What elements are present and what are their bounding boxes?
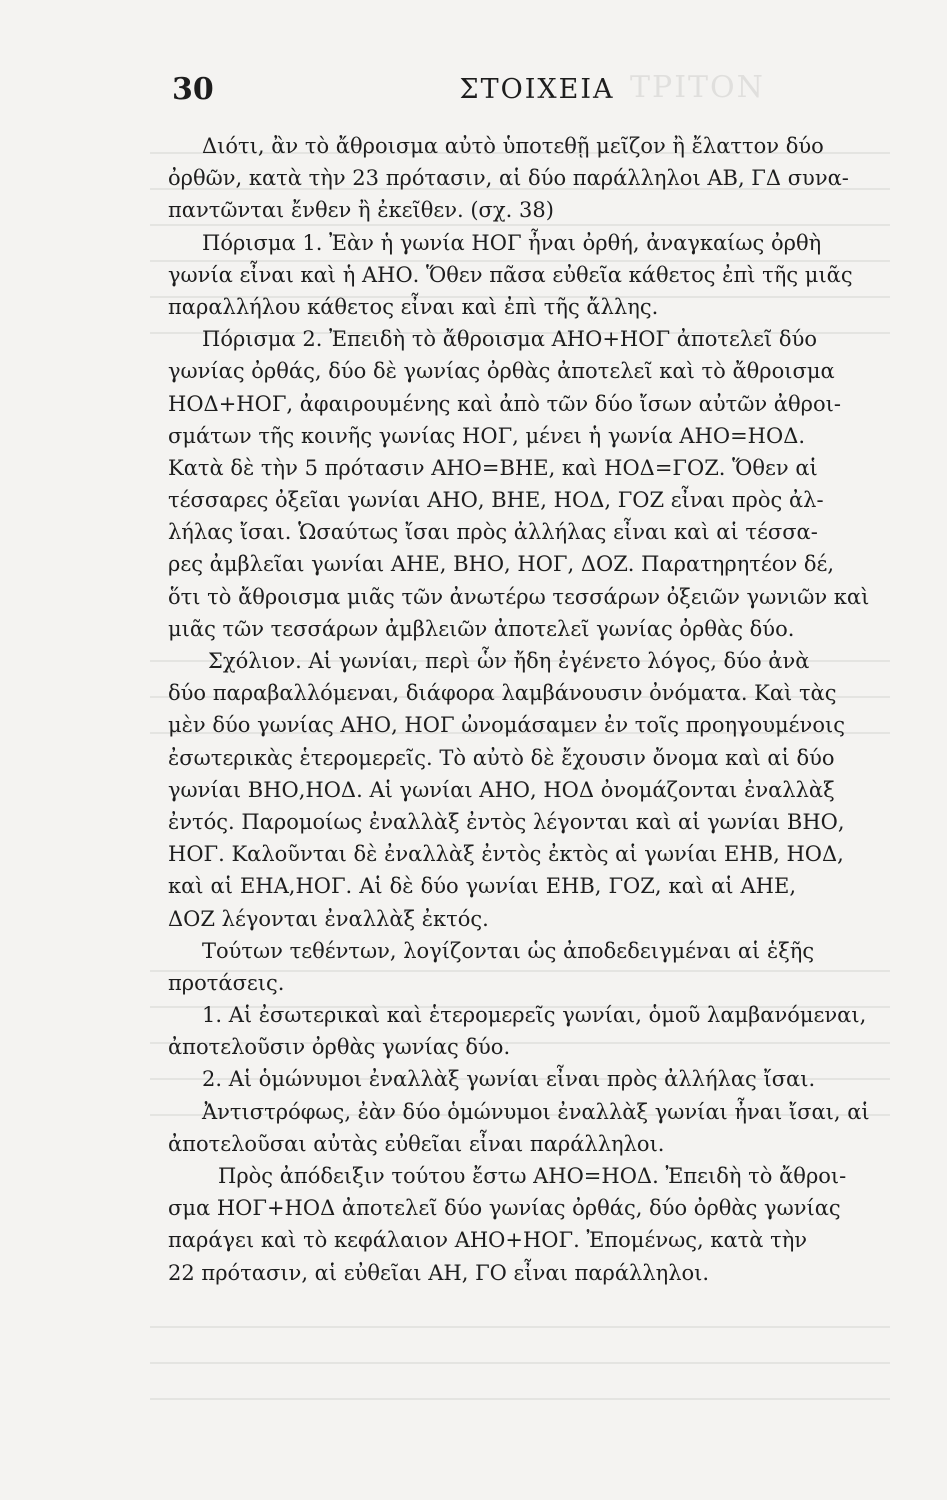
text-line: γωνίαι ΒΗΟ,ΗΟΔ. Αἱ γωνίαι ΑΗΟ, ΗΟΔ ὀνομάζονται ἐναλλὰξ xyxy=(168,777,835,802)
text-line: ἐσωτερικὰς ἑτερομερεῖς. Τὸ αὐτὸ δὲ ἔχουσιν ὄνομα καὶ αἱ δύο xyxy=(168,745,835,770)
text-line: σμα ΗΟΓ+ΗΟΔ ἀποτελεῖ δύο γωνίας ὀρθάς, δύο ὀρθὰς γωνίας xyxy=(168,1196,841,1221)
text-line: 2. Αἱ ὁμώνυμοι ἐναλλὰξ γωνίαι εἶναι πρὸς ἀλλήλας ἴσαι. xyxy=(202,1067,816,1092)
text-line: ἀποτελοῦσαι αὐτὰς εὐθεῖαι εἶναι παράλληλοι. xyxy=(168,1131,665,1156)
text-line: γωνία εἶναι καὶ ἡ ΑΗΟ. Ὅθεν πᾶσα εὐθεῖα κάθετος ἐπὶ τῆς μιᾶς xyxy=(168,262,853,287)
running-head: ΣΤΟΙΧΕΙΑ xyxy=(459,74,615,105)
text-line: ὀρθῶν, κατὰ τὴν 23 πρότασιν, αἱ δύο παράλληλοι ΑΒ, ΓΔ συνα- xyxy=(168,166,849,191)
text-line: μιᾶς τῶν τεσσάρων ἀμβλειῶν ἀποτελεῖ γωνίας ὀρθὰς δύο. xyxy=(168,616,795,641)
text-line: λήλας ἴσαι. Ὡσαύτως ἴσαι πρὸς ἀλλήλας εἶναι καὶ αἱ τέσσα- xyxy=(168,520,818,545)
text-line: Πόρισμα 2. Ἐπειδὴ τὸ ἄθροισμα ΑΗΟ+ΗΟΓ ἀποτελεῖ δύο xyxy=(202,327,817,352)
page-header xyxy=(172,72,792,112)
text-line: Πόρισμα 1. Ἐὰν ἡ γωνία ΗΟΓ ἦναι ὀρθή, ἀναγκαίως ὀρθὴ xyxy=(202,230,822,255)
text-line: Κατὰ δὲ τὴν 5 πρότασιν ΑΗΟ=ΒΗΕ, καὶ ΗΟΔ=ΓΟΖ. Ὅθεν αἱ xyxy=(168,455,818,480)
text-line: δύο παραβαλλόμεναι, διάφορα λαμβάνουσιν ὀνόματα. Καὶ τὰς xyxy=(168,681,837,706)
bleed-through-heading: ΤΡΙΤΟΝ xyxy=(630,70,765,105)
text-line: ΗΟΔ+ΗΟΓ, ἀφαιρουμένης καὶ ἀπὸ τῶν δύο ἴσων αὐτῶν ἀθροι- xyxy=(168,391,841,416)
text-line: Σχόλιον. Αἱ γωνίαι, περὶ ὧν ἤδη ἐγένετο λόγος, δύο ἀνὰ xyxy=(208,649,810,673)
text-line: ἐντός. Παρομοίως ἐναλλὰξ ἐντὸς λέγονται καὶ αἱ γωνίαι ΒΗΟ, xyxy=(168,809,845,834)
text-line: γωνίας ὀρθάς, δύο δὲ γωνίας ὀρθὰς ἀποτελεῖ καὶ τὸ ἄθροισμα xyxy=(168,359,835,384)
text-line: ΗΟΓ. Καλοῦνται δὲ ἐναλλὰξ ἐντὸς ἐκτὸς αἱ γωνίαι ΕΗΒ, ΗΟΔ, xyxy=(168,842,844,867)
body-text xyxy=(168,130,870,1289)
text-line: παραλλήλου κάθετος εἶναι καὶ ἐπὶ τῆς ἄλλης. xyxy=(168,294,659,319)
text-line: ΔΟΖ λέγονται ἐναλλὰξ ἐκτός. xyxy=(168,906,489,931)
text-line: Πρὸς ἀπόδειξιν τούτου ἔστω ΑΗΟ=ΗΟΔ. Ἐπειδὴ τὸ ἄθροι- xyxy=(218,1164,847,1188)
text-line: Τούτων τεθέντων, λογίζονται ὡς ἀποδεδειγμέναι αἱ ἑξῆς xyxy=(202,938,815,963)
text-line: μὲν δύο γωνίας ΑΗΟ, ΗΟΓ ὠνομάσαμεν ἐν τοῖς προηγουμένοις xyxy=(168,713,845,738)
text-line: Διότι, ἂν τὸ ἄθροισμα αὐτὸ ὑποτεθῇ μεῖζον ἢ ἔλαττον δύο xyxy=(202,134,824,158)
text-line: 22 πρότασιν, αἱ εὐθεῖαι ΑΗ, ΓΟ εἶναι παράλληλοι. xyxy=(168,1260,710,1285)
text-line: καὶ αἱ ΕΗΑ,ΗΟΓ. Αἱ δὲ δύο γωνίαι ΕΗΒ, ΓΟΖ, καὶ αἱ ΑΗΕ, xyxy=(168,874,796,899)
text-line: ἀποτελοῦσιν ὀρθὰς γωνίας δύο. xyxy=(168,1035,511,1060)
text-line: τέσσαρες ὀξεῖαι γωνίαι ΑΗΟ, ΒΗΕ, ΗΟΔ, ΓΟΖ εἶναι πρὸς ἀλ- xyxy=(168,488,824,513)
text-line: Ἀντιστρόφως, ἐὰν δύο ὁμώνυμοι ἐναλλὰξ γωνίαι ἦναι ἴσαι, αἱ xyxy=(202,1099,870,1124)
text-line: προτάσεις. xyxy=(168,970,285,995)
text-line: παντῶνται ἔνθεν ἢ ἐκεῖθεν. (σχ. 38) xyxy=(168,198,554,223)
text-line: σμάτων τῆς κοινῆς γωνίας ΗΟΓ, μένει ἡ γωνία ΑΗΟ=ΗΟΔ. xyxy=(168,423,806,448)
text-line: 1. Αἱ ἐσωτερικαὶ καὶ ἑτερομερεῖς γωνίαι, ὁμοῦ λαμβανόμεναι, xyxy=(202,1003,867,1028)
text-line: ρες ἀμβλεῖαι γωνίαι ΑΗΕ, ΒΗΟ, ΗΟΓ, ΔΟΖ. Παρατηρητέον δέ, xyxy=(168,552,835,577)
text-line: παράγει καὶ τὸ κεφάλαιον ΑΗΟ+ΗΟΓ. Ἐπομένως, κατὰ τὴν xyxy=(168,1228,808,1253)
text-line: ὅτι τὸ ἄθροισμα μιᾶς τῶν ἀνωτέρω τεσσάρων ὀξειῶν γωνιῶν καὶ xyxy=(168,584,870,609)
page-number: 30 xyxy=(172,72,214,107)
